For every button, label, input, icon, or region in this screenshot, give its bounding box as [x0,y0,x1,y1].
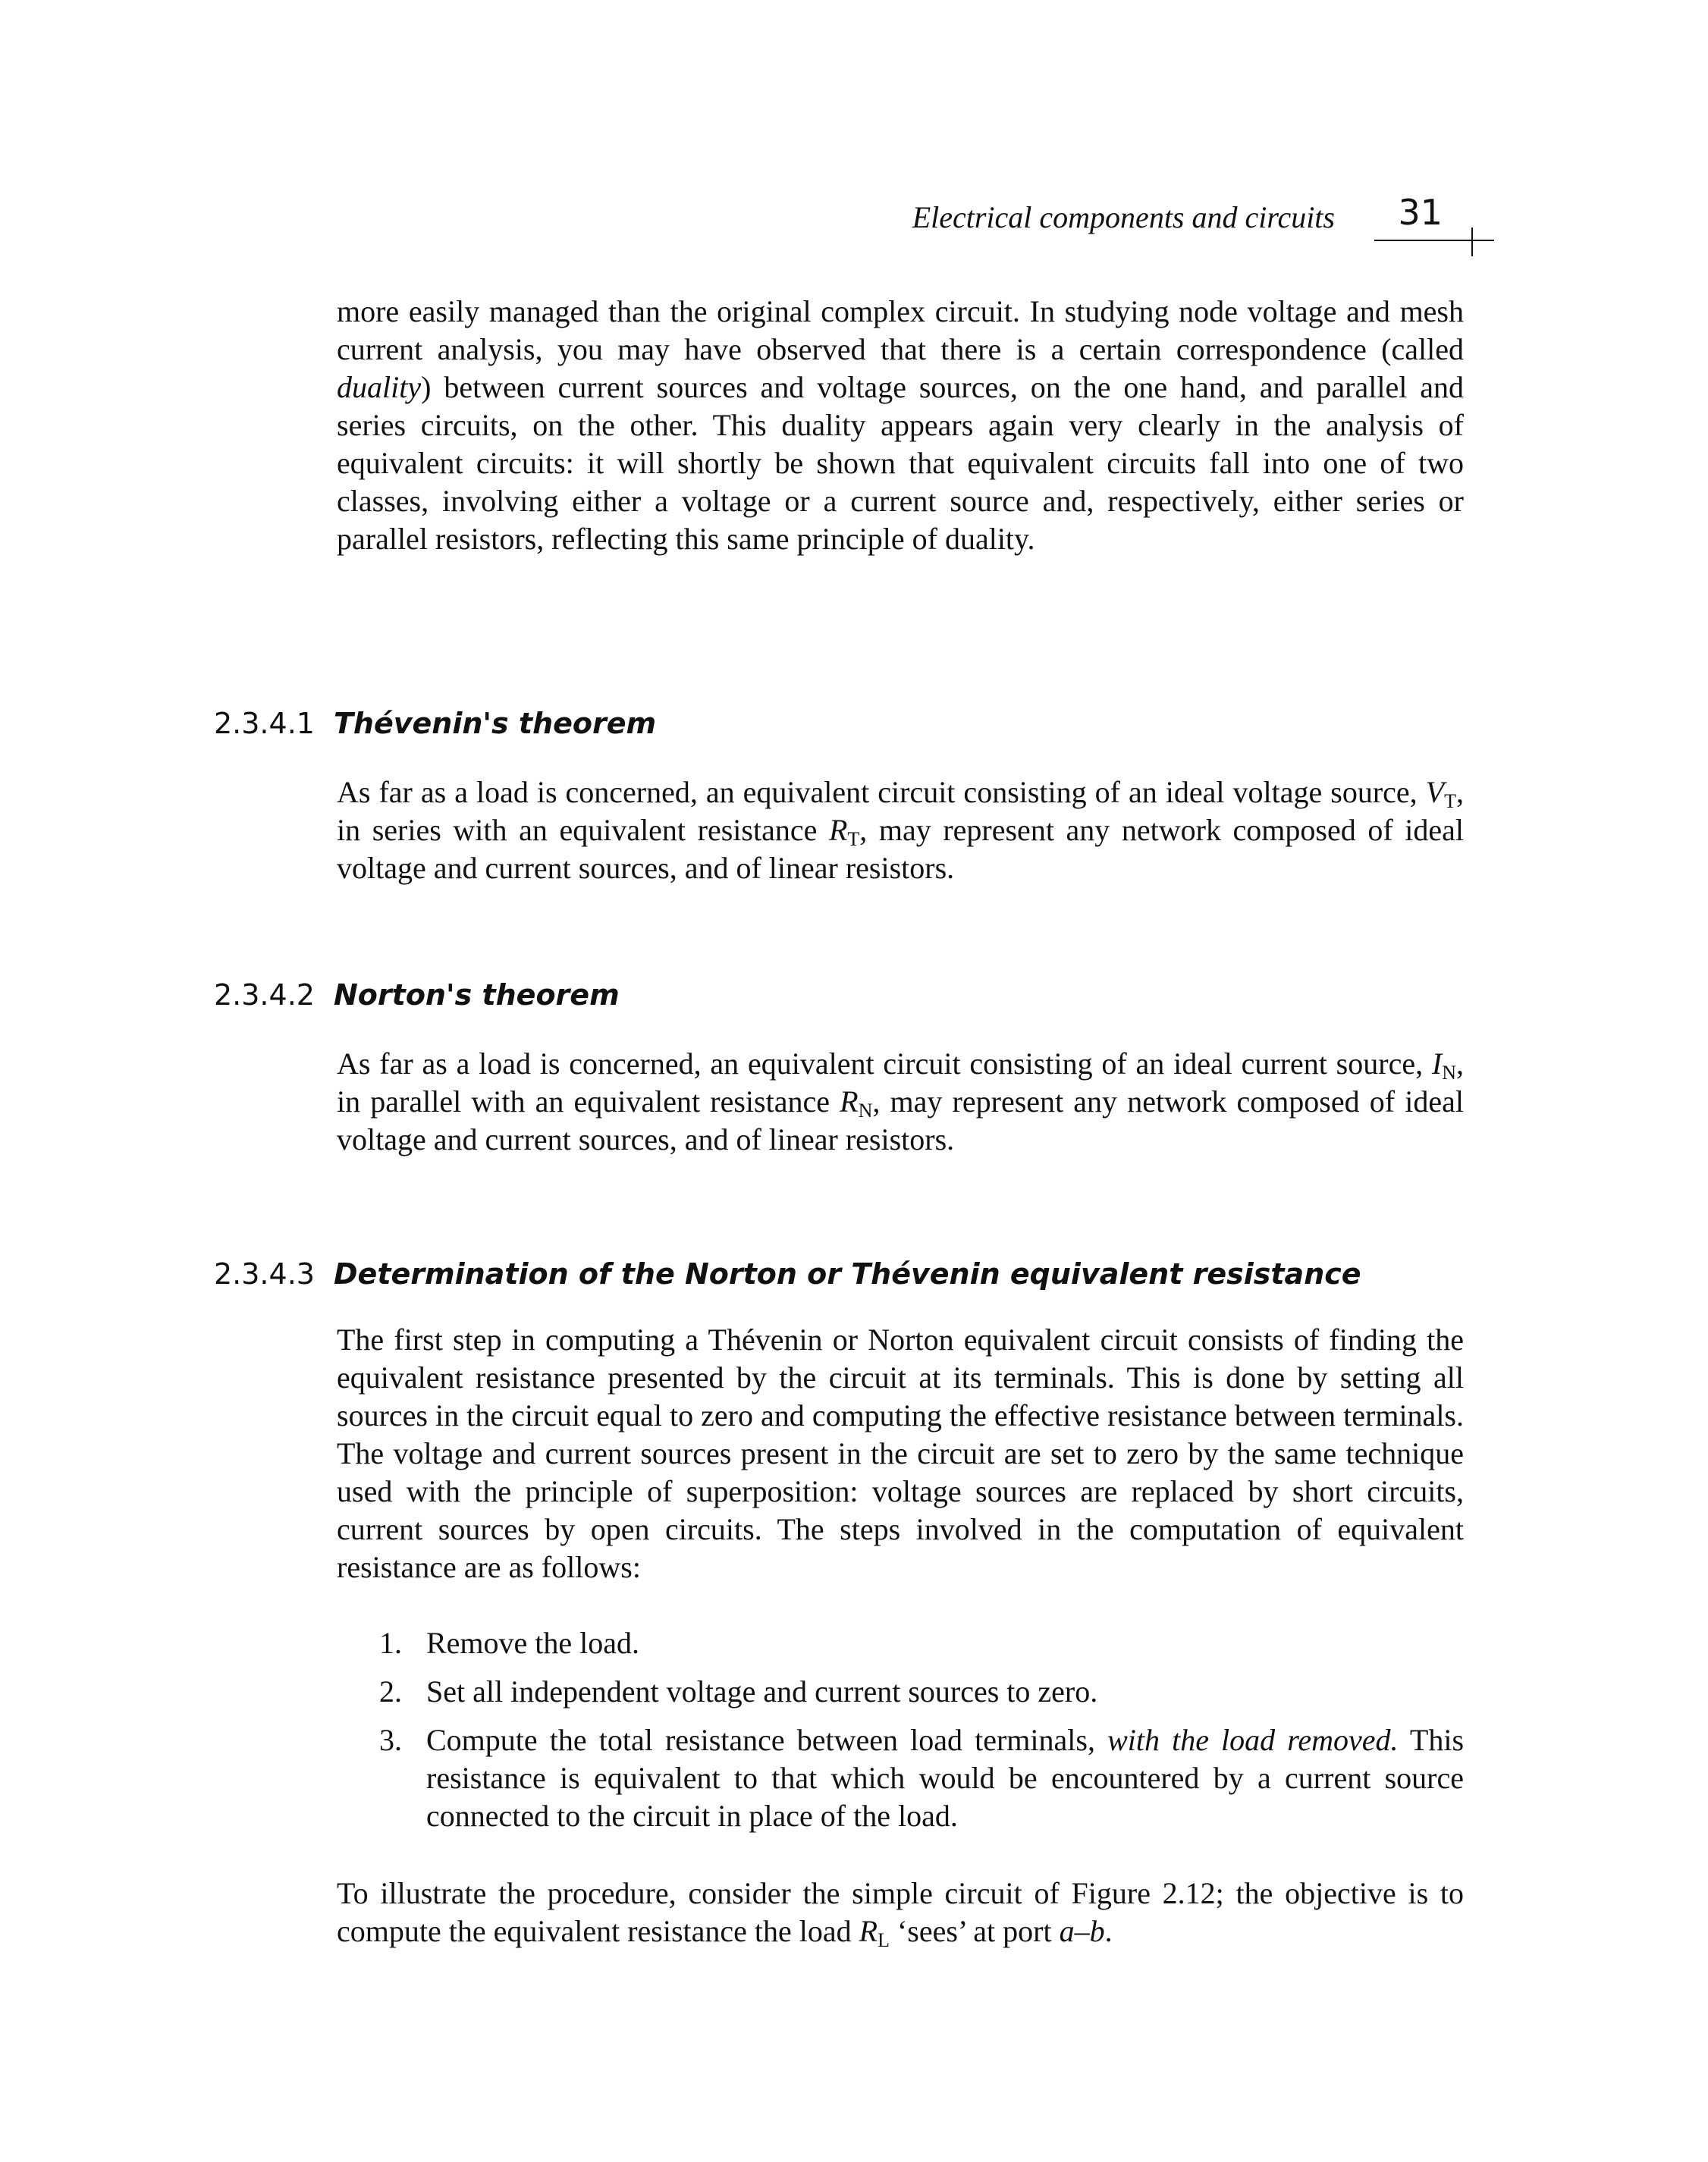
running-title: Electrical components and circuits [912,200,1335,234]
section-number: 2.3.4.1 [214,707,315,740]
header-rule-mark [1471,227,1473,256]
intro-paragraph: more easily managed than the original complex circuit. In studying node voltage and mesh current analysis, you may have observed that there is a certain correspondence (called duality) between current sources and voltage sources, on the one hand, and parallel and series circuits, on the other. This duality appears again very clearly in the analysis of equivalent circuits: it will shortly be shown that equivalent circuits fall into one of two classes, involving either a voltage or a current source and, respectively, either series or parallel resistors, reflecting this same principle of duality. [337,294,1464,556]
page-number: 31 [1398,192,1443,233]
section-heading-norton [214,975,1503,1015]
equivalent-resistance-paragraph: The first step in computing a Thévenin or Norton equivalent circuit consists of finding the equivalent resistance presented by the circuit at its terminals. This is done by setting all sources in the circuit equal to zero and computing the effective resistance between terminals. The voltage and current sources present in the circuit are set to zero by the same technique used with the principle of superposition: voltage sources are replaced by short circuits, current sources by open circuits. The steps involved in the computation of equivalent resistance are as follows: [337,1323,1464,1584]
section-heading-equivalent-resistance [214,1254,1503,1294]
section-title: Thévenin's theorem [334,707,657,740]
list-item: 2. Set all independent voltage and current sources to zero. [379,1674,1098,1709]
section-title: Determination of the Norton or Thévenin equivalent resistance [334,1257,1361,1291]
thevenin-paragraph: As far as a load is concerned, an equivalent circuit consisting of an ideal voltage source, $V_T$, in series with an equivalent resistance $R_T$, may represent any network composed of ideal voltage and current sources, and of linear resistors. [337,775,1464,885]
section-number: 2.3.4.3 [214,1257,315,1291]
section-number: 2.3.4.2 [214,978,315,1012]
duality-emphasis: duality [337,370,422,404]
closing-paragraph: To illustrate the procedure, consider the simple circuit of Figure 2.12; the objective is to compute the equivalent resistance the load $R_L$ ‘sees’ at port a–b. [337,1876,1464,1951]
section-title: Norton's theorem [334,978,620,1012]
norton-paragraph: As far as a load is concerned, an equivalent circuit consisting of an ideal current source, $I_N$, in parallel with an equivalent resistance $R_N$, may represent any network composed of ideal voltage and current sources, and of linear resistors. [337,1046,1464,1156]
header-rule [1374,240,1494,241]
list-item: 3. Compute the total resistance between load terminals, with the load removed. This resistance is equivalent to that which would be encountered by a current source connected to the circuit in place of the load. [379,1723,1465,1833]
list-item: 1. Remove the load. [379,1626,640,1660]
section-heading-thevenin [214,704,1503,743]
steps-list [379,1624,1464,1846]
